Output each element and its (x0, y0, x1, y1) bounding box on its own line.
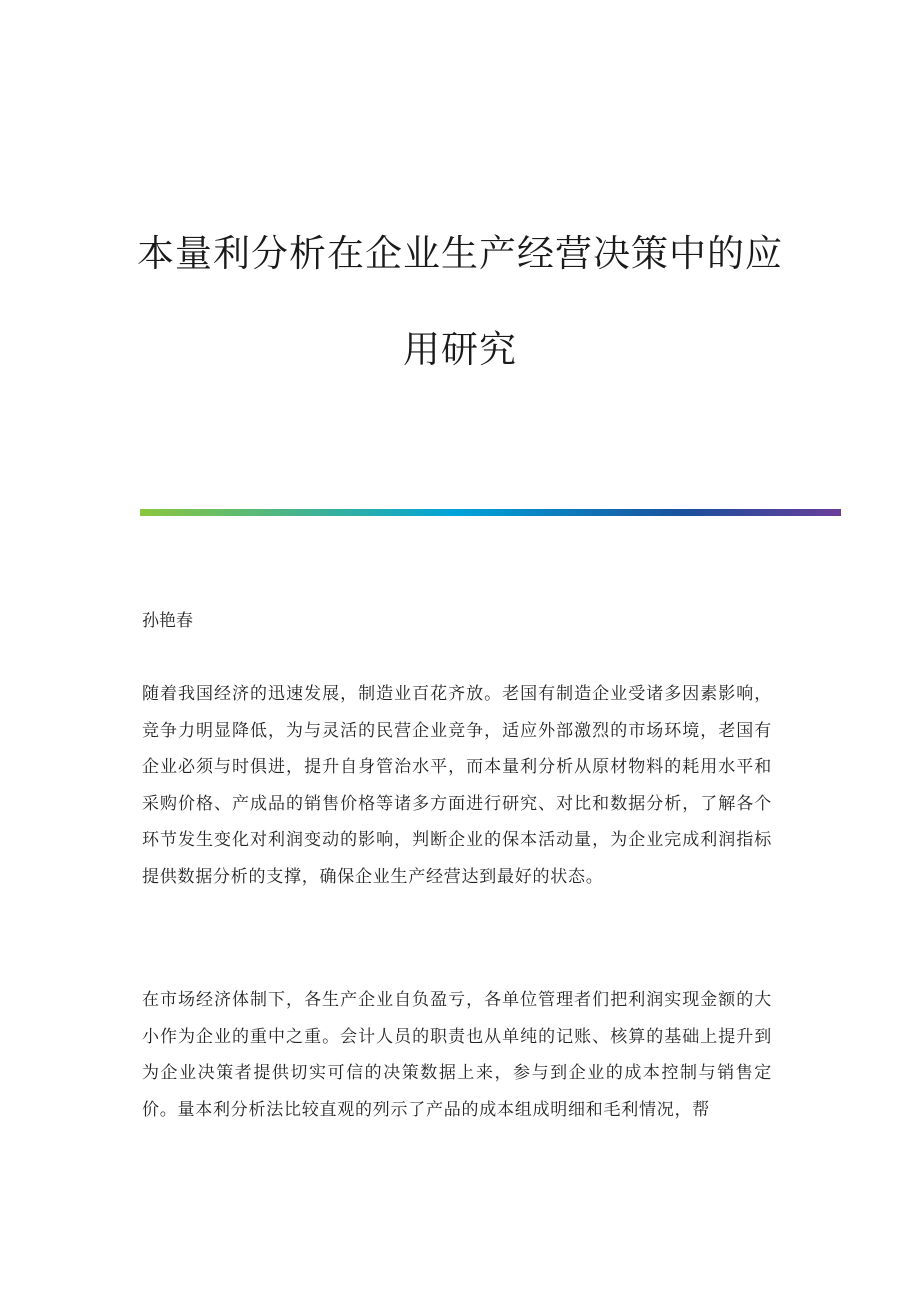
document-title-line-2: 用研究 (403, 328, 517, 371)
document-title-line-1: 本量利分析在企业生产经营决策中的应 (137, 232, 783, 275)
title-divider (140, 509, 841, 516)
body-paragraph-2: 在市场经济体制下，各生产企业自负盈亏，各单位管理者们把利润实现金额的大小作为企业的重中之重。会计人员的职责也从单纯的记账、核算的基础上提升到为企业决策者提供切实可信的决策数据上来，参与到企业的成本控制与销售定价。量本利分析法比较直观的列示了产品的成本组成明细和毛利情况，帮 (142, 990, 772, 1120)
author-name: 孙艳春 (142, 611, 193, 631)
body-paragraph-1: 随着我国经济的迅速发展，制造业百花齐放。老国有制造企业受诸多因素影响，竞争力明显降低，为与灵活的民营企业竞争，适应外部激烈的市场环境，老国有企业必须与时俱进，提升自身管治水平，而本量利分析从原材物料的耗用水平和采购价格、产成品的销售价格等诸多方面进行研究、对比和数据分析，了解各个环节发生变化对利润变动的影响，判断企业的保本活动量，为企业完成利润指标提供数据分析的支撑，确保企业生产经营达到最好的状态。 (142, 684, 772, 887)
